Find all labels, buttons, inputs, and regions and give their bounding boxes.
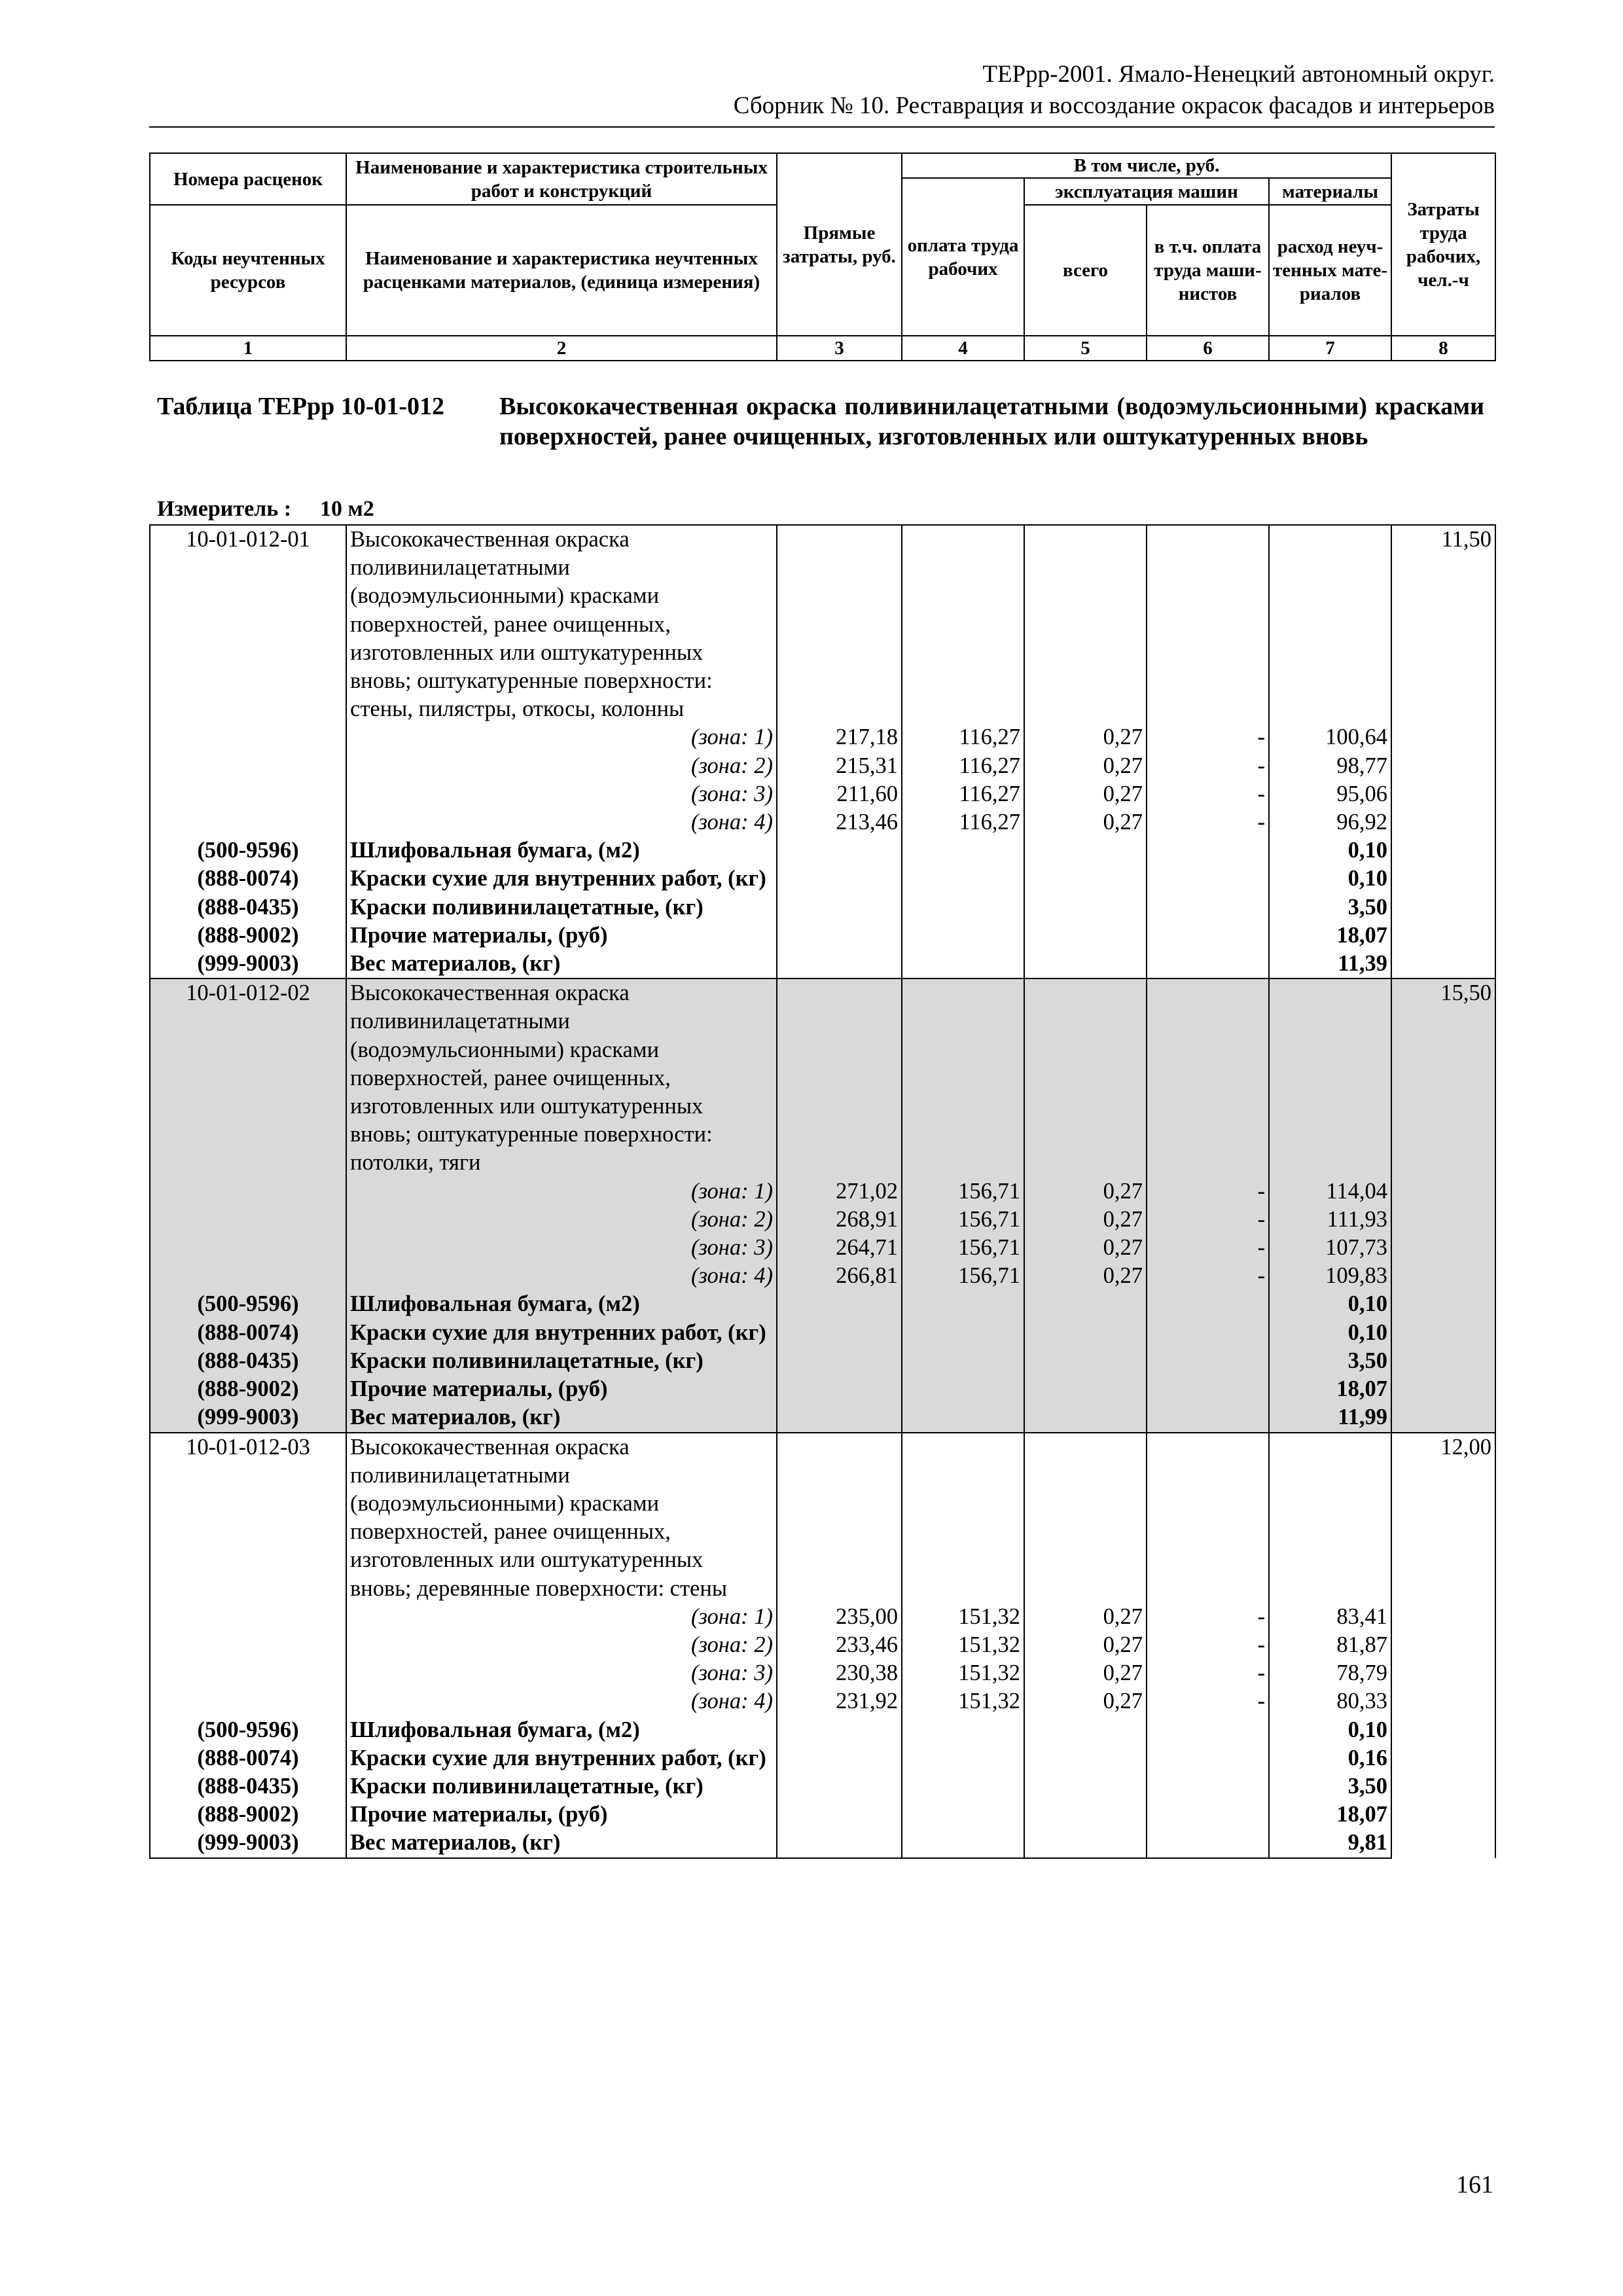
material-name: Краски поливинилацетатные, (кг) [346, 893, 777, 922]
empty-cell [1024, 865, 1147, 893]
empty-cell [777, 1319, 902, 1347]
material-consumption: 18,07 [1269, 922, 1391, 950]
rate-description [346, 1433, 777, 1603]
measure-value: 10 м2 [320, 497, 374, 521]
empty-cell [150, 752, 346, 780]
material-code: (999-9003) [150, 1403, 346, 1432]
zone-materials: 81,87 [1269, 1631, 1391, 1659]
empty-cell [150, 1234, 346, 1262]
zone-label: (зона: 4) [346, 808, 777, 836]
empty-cell [777, 525, 902, 723]
empty-cell [1147, 1290, 1269, 1318]
material-row [150, 1744, 1495, 1772]
material-consumption: 0,10 [1269, 1290, 1391, 1318]
material-consumption: 18,07 [1269, 1801, 1391, 1829]
rate-description-line: изготовленных или оштукатуренных [350, 639, 704, 665]
rate-row [150, 525, 1495, 723]
zone-machinist-pay: - [1147, 1262, 1269, 1290]
zone-machinist-pay: - [1147, 752, 1269, 780]
material-code: (888-9002) [150, 922, 346, 950]
zone-materials: 98,77 [1269, 752, 1391, 780]
empty-cell [1147, 1433, 1269, 1603]
zone-materials: 96,92 [1269, 808, 1391, 836]
empty-cell [777, 1716, 902, 1744]
rate-description-line: изготовленных или оштукатуренных [350, 1547, 704, 1573]
material-row [150, 1772, 1495, 1801]
empty-cell [1024, 1347, 1147, 1375]
rate-description-line: поливинилацетатными [350, 555, 570, 581]
header-col-number: 2 [346, 336, 777, 361]
zone-row [150, 1262, 1495, 1290]
empty-cell [902, 1290, 1024, 1318]
empty-cell [150, 1206, 346, 1234]
zone-label: (зона: 2) [346, 1631, 777, 1659]
zone-direct-costs: 264,71 [777, 1234, 902, 1262]
header-rule [149, 126, 1495, 128]
material-code: (888-0074) [150, 1744, 346, 1772]
empty-cell [777, 1801, 902, 1829]
zone-direct-costs: 231,92 [777, 1687, 902, 1715]
empty-cell [902, 1375, 1024, 1403]
empty-cell [1024, 922, 1147, 950]
material-row [150, 1375, 1495, 1403]
zone-materials: 100,64 [1269, 723, 1391, 751]
header-col-number: 7 [1269, 336, 1391, 361]
zone-worker-pay: 151,32 [902, 1603, 1024, 1631]
rate-description-line: поверхностей, ранее очищенных, [350, 1519, 671, 1545]
zone-machine-total: 0,27 [1024, 723, 1147, 751]
material-code: (888-9002) [150, 1801, 346, 1829]
empty-cell [777, 1744, 902, 1772]
rate-description-line: вновь; оштукатуренные поверхности: [350, 1122, 713, 1147]
material-row [150, 1716, 1495, 1744]
rate-labor-costs: 12,00 [1391, 1433, 1495, 1858]
zone-worker-pay: 116,27 [902, 808, 1024, 836]
empty-cell [902, 893, 1024, 922]
empty-cell [777, 922, 902, 950]
empty-cell [902, 1829, 1024, 1857]
empty-cell [150, 1687, 346, 1715]
zone-materials: 78,79 [1269, 1659, 1391, 1687]
material-name: Вес материалов, (кг) [346, 1403, 777, 1432]
empty-cell [1147, 1829, 1269, 1857]
column-header-table [149, 152, 1496, 361]
empty-cell [902, 1433, 1024, 1603]
zone-label: (зона: 1) [346, 723, 777, 751]
material-consumption: 0,10 [1269, 865, 1391, 893]
zone-machinist-pay: - [1147, 780, 1269, 808]
zone-direct-costs: 266,81 [777, 1262, 902, 1290]
zone-direct-costs: 230,38 [777, 1659, 902, 1687]
material-name: Вес материалов, (кг) [346, 950, 777, 978]
zone-machine-total: 0,27 [1024, 1631, 1147, 1659]
zone-machinist-pay: - [1147, 723, 1269, 751]
zone-direct-costs: 271,02 [777, 1177, 902, 1206]
material-name: Краски поливинилацетатные, (кг) [346, 1772, 777, 1801]
empty-cell [1147, 950, 1269, 978]
empty-cell [1024, 525, 1147, 723]
material-name: Краски сухие для внутренних работ, (кг) [346, 1319, 777, 1347]
zone-machine-total: 0,27 [1024, 752, 1147, 780]
zone-label: (зона: 2) [346, 752, 777, 780]
empty-cell [1024, 893, 1147, 922]
zone-worker-pay: 151,32 [902, 1687, 1024, 1715]
empty-cell [777, 1375, 902, 1403]
empty-cell [1147, 922, 1269, 950]
rate-description-line: Высококачественная окраска [350, 1434, 630, 1460]
table-title [157, 391, 1486, 490]
rate-description-line: поверхностей, ранее очищенных, [350, 1065, 671, 1090]
zone-direct-costs: 215,31 [777, 752, 902, 780]
zone-machine-total: 0,27 [1024, 1262, 1147, 1290]
zone-label: (зона: 2) [346, 1206, 777, 1234]
material-row [150, 1801, 1495, 1829]
zone-machinist-pay: - [1147, 808, 1269, 836]
empty-cell [150, 1603, 346, 1631]
zone-machinist-pay: - [1147, 1631, 1269, 1659]
material-consumption: 3,50 [1269, 1347, 1391, 1375]
empty-cell [1147, 1375, 1269, 1403]
header-col-number: 8 [1391, 336, 1495, 361]
empty-cell [1147, 1319, 1269, 1347]
zone-machine-total: 0,27 [1024, 1206, 1147, 1234]
zone-worker-pay: 116,27 [902, 780, 1024, 808]
zone-worker-pay: 116,27 [902, 752, 1024, 780]
header-rate-numbers: Номера расценок [150, 153, 346, 205]
empty-cell [1024, 950, 1147, 978]
zone-row [150, 1177, 1495, 1206]
zone-row [150, 1603, 1495, 1631]
empty-cell [777, 950, 902, 978]
zone-machinist-pay: - [1147, 1206, 1269, 1234]
zone-direct-costs: 211,60 [777, 780, 902, 808]
zone-row [150, 808, 1495, 836]
zone-machine-total: 0,27 [1024, 808, 1147, 836]
empty-cell [1024, 1375, 1147, 1403]
empty-cell [1024, 1801, 1147, 1829]
header-direct-costs: Прямые затраты, руб. [777, 153, 902, 336]
zone-label: (зона: 3) [346, 1659, 777, 1687]
material-name: Краски сухие для внутренних работ, (кг) [346, 1744, 777, 1772]
header-col-number: 3 [777, 336, 902, 361]
empty-cell [150, 723, 346, 751]
empty-cell [777, 1772, 902, 1801]
zone-materials: 114,04 [1269, 1177, 1391, 1206]
empty-cell [902, 978, 1024, 1177]
zone-machine-total: 0,27 [1024, 1234, 1147, 1262]
empty-cell [902, 1744, 1024, 1772]
table-title-text: Высококачественная окраска поливинилацетатными (водоэмульсионными) красками поверхностей, ранее очищенных, изготовленных или оштукатуренных вновь [499, 393, 1484, 450]
zone-direct-costs: 213,46 [777, 808, 902, 836]
empty-cell [777, 836, 902, 865]
zone-row [150, 780, 1495, 808]
page-number: 161 [1456, 2171, 1493, 2198]
material-name: Шлифовальная бумага, (м2) [346, 1716, 777, 1744]
zone-machine-total: 0,27 [1024, 1177, 1147, 1206]
header-total: всего [1024, 205, 1147, 336]
empty-cell [902, 836, 1024, 865]
rate-description-line: Высококачественная окраска [350, 527, 630, 552]
rate-description-line: вновь; оштукатуренные поверхности: [350, 668, 713, 694]
zone-label: (зона: 3) [346, 780, 777, 808]
measure-unit [157, 496, 374, 522]
rate-code: 10-01-012-01 [150, 525, 346, 723]
material-code: (500-9596) [150, 836, 346, 865]
header-materials: материалы [1269, 178, 1391, 205]
empty-cell [1147, 1801, 1269, 1829]
empty-cell [1024, 1319, 1147, 1347]
empty-cell [777, 1403, 902, 1432]
zone-worker-pay: 151,32 [902, 1659, 1024, 1687]
material-name: Прочие материалы, (руб) [346, 1801, 777, 1829]
material-row [150, 1290, 1495, 1318]
empty-cell [1147, 1744, 1269, 1772]
empty-cell [1269, 1433, 1391, 1603]
zone-label: (зона: 1) [346, 1177, 777, 1206]
zone-machine-total: 0,27 [1024, 1659, 1147, 1687]
empty-cell [902, 525, 1024, 723]
zone-machinist-pay: - [1147, 1177, 1269, 1206]
empty-cell [1147, 525, 1269, 723]
material-row [150, 922, 1495, 950]
zone-row [150, 1659, 1495, 1687]
rate-description-line: (водоэмульсионными) красками [350, 1490, 660, 1516]
zone-worker-pay: 156,71 [902, 1177, 1024, 1206]
zone-materials: 111,93 [1269, 1206, 1391, 1234]
material-name: Шлифовальная бумага, (м2) [346, 836, 777, 865]
rate-description [346, 525, 777, 723]
empty-cell [1024, 1744, 1147, 1772]
zone-row [150, 723, 1495, 751]
material-consumption: 3,50 [1269, 1772, 1391, 1801]
material-code: (999-9003) [150, 950, 346, 978]
rate-description-line: поливинилацетатными [350, 1009, 570, 1034]
material-row [150, 1347, 1495, 1375]
zone-machinist-pay: - [1147, 1603, 1269, 1631]
empty-cell [1269, 978, 1391, 1177]
material-consumption: 3,50 [1269, 893, 1391, 922]
empty-cell [150, 780, 346, 808]
rate-labor-costs: 15,50 [1391, 978, 1495, 1432]
empty-cell [902, 1772, 1024, 1801]
material-code: (888-0074) [150, 865, 346, 893]
header-including: В том числе, руб. [902, 153, 1391, 178]
empty-cell [777, 1290, 902, 1318]
zone-label: (зона: 4) [346, 1687, 777, 1715]
material-code: (888-0435) [150, 1347, 346, 1375]
material-code: (888-0435) [150, 893, 346, 922]
empty-cell [1024, 1403, 1147, 1432]
rate-description-line: (водоэмульсионными) красками [350, 1037, 660, 1062]
empty-cell [1147, 1772, 1269, 1801]
header-line-2: Сборник № 10. Реставрация и воссоздание окрасок фасадов и интерьеров [733, 92, 1495, 119]
zone-machine-total: 0,27 [1024, 780, 1147, 808]
material-code: (999-9003) [150, 1829, 346, 1857]
empty-cell [1147, 865, 1269, 893]
empty-cell [902, 865, 1024, 893]
empty-cell [1024, 1290, 1147, 1318]
material-name: Прочие материалы, (руб) [346, 922, 777, 950]
empty-cell [902, 922, 1024, 950]
material-code: (888-0074) [150, 1319, 346, 1347]
zone-direct-costs: 217,18 [777, 723, 902, 751]
material-code: (888-9002) [150, 1375, 346, 1403]
zone-machinist-pay: - [1147, 1234, 1269, 1262]
empty-cell [1024, 1433, 1147, 1603]
zone-materials: 80,33 [1269, 1687, 1391, 1715]
material-name: Шлифовальная бумага, (м2) [346, 1290, 777, 1318]
zone-worker-pay: 156,71 [902, 1262, 1024, 1290]
zone-machine-total: 0,27 [1024, 1603, 1147, 1631]
zone-worker-pay: 151,32 [902, 1631, 1024, 1659]
empty-cell [1147, 978, 1269, 1177]
zone-direct-costs: 268,91 [777, 1206, 902, 1234]
rate-row [150, 1433, 1495, 1603]
zone-label: (зона: 4) [346, 1262, 777, 1290]
header-col-number: 1 [150, 336, 346, 361]
rate-description-line: поливинилацетатными [350, 1462, 570, 1488]
empty-cell [150, 1177, 346, 1206]
empty-cell [1147, 1347, 1269, 1375]
zone-materials: 95,06 [1269, 780, 1391, 808]
empty-cell [1024, 978, 1147, 1177]
zone-machinist-pay: - [1147, 1659, 1269, 1687]
measure-label: Измеритель : [157, 497, 292, 521]
material-consumption: 18,07 [1269, 1375, 1391, 1403]
empty-cell [902, 1319, 1024, 1347]
empty-cell [1024, 836, 1147, 865]
zone-row [150, 1687, 1495, 1715]
zone-row [150, 1206, 1495, 1234]
header-worker-pay: оплата труда рабочих [902, 178, 1024, 336]
zone-direct-costs: 233,46 [777, 1631, 902, 1659]
rate-code: 10-01-012-03 [150, 1433, 346, 1603]
header-material-name: Наименование и характеристика неучтенных расценками материалов, (единица измерения) [346, 205, 777, 336]
empty-cell [777, 1347, 902, 1375]
material-code: (500-9596) [150, 1716, 346, 1744]
header-col-number: 6 [1147, 336, 1269, 361]
page-header [149, 59, 1495, 122]
zone-materials: 109,83 [1269, 1262, 1391, 1290]
empty-cell [150, 1659, 346, 1687]
zone-materials: 107,73 [1269, 1234, 1391, 1262]
material-row [150, 1829, 1495, 1857]
rate-description-line: потолки, тяги [350, 1150, 481, 1175]
zone-direct-costs: 235,00 [777, 1603, 902, 1631]
header-unaccounted-materials: расход неуч-тенных мате-риалов [1269, 205, 1391, 336]
header-line-1: ТЕРрр-2001. Ямало-Ненецкий автономный округ. [982, 61, 1495, 88]
header-machine-operation: эксплуатация машин [1024, 178, 1269, 205]
empty-cell [1269, 525, 1391, 723]
header-work-name: Наименование и характеристика строительных работ и конструкций [346, 153, 777, 205]
zone-label: (зона: 1) [346, 1603, 777, 1631]
zone-row [150, 1234, 1495, 1262]
empty-cell [1147, 893, 1269, 922]
empty-cell [150, 1631, 346, 1659]
material-consumption: 0,16 [1269, 1744, 1391, 1772]
zone-row [150, 1631, 1495, 1659]
material-name: Краски поливинилацетатные, (кг) [346, 1347, 777, 1375]
empty-cell [777, 1433, 902, 1603]
rate-description [346, 978, 777, 1177]
zone-materials: 83,41 [1269, 1603, 1391, 1631]
zone-machinist-pay: - [1147, 1687, 1269, 1715]
material-row [150, 865, 1495, 893]
material-consumption: 11,39 [1269, 950, 1391, 978]
material-row [150, 1403, 1495, 1432]
material-row [150, 836, 1495, 865]
empty-cell [1024, 1716, 1147, 1744]
material-consumption: 0,10 [1269, 1319, 1391, 1347]
zone-label: (зона: 3) [346, 1234, 777, 1262]
empty-cell [777, 978, 902, 1177]
header-col-number: 5 [1024, 336, 1147, 361]
rate-code: 10-01-012-02 [150, 978, 346, 1177]
empty-cell [902, 1347, 1024, 1375]
table-title-label: Таблица ТЕРрр 10-01-012 [157, 393, 445, 420]
rate-description-line: изготовленных или оштукатуренных [350, 1094, 704, 1119]
header-resource-codes: Коды неучтенных ресурсов [150, 205, 346, 336]
zone-worker-pay: 116,27 [902, 723, 1024, 751]
empty-cell [902, 1403, 1024, 1432]
zone-worker-pay: 156,71 [902, 1206, 1024, 1234]
material-code: (888-0435) [150, 1772, 346, 1801]
empty-cell [150, 808, 346, 836]
rate-description-line: Высококачественная окраска [350, 980, 630, 1006]
empty-cell [1147, 836, 1269, 865]
material-name: Вес материалов, (кг) [346, 1829, 777, 1857]
material-row [150, 950, 1495, 978]
rate-row [150, 978, 1495, 1177]
empty-cell [1147, 1716, 1269, 1744]
empty-cell [902, 1716, 1024, 1744]
empty-cell [777, 893, 902, 922]
empty-cell [150, 1262, 346, 1290]
empty-cell [902, 1801, 1024, 1829]
rate-description-line: (водоэмульсионными) красками [350, 583, 660, 609]
material-consumption: 0,10 [1269, 1716, 1391, 1744]
empty-cell [902, 950, 1024, 978]
rate-description-line: вновь; деревянные поверхности: стены [350, 1575, 728, 1601]
material-row [150, 893, 1495, 922]
zone-row [150, 752, 1495, 780]
header-col-number: 4 [902, 336, 1024, 361]
material-consumption: 0,10 [1269, 836, 1391, 865]
zone-worker-pay: 156,71 [902, 1234, 1024, 1262]
material-name: Краски сухие для внутренних работ, (кг) [346, 865, 777, 893]
material-code: (500-9596) [150, 1290, 346, 1318]
rates-table [149, 524, 1496, 1859]
material-row [150, 1319, 1495, 1347]
empty-cell [1147, 1403, 1269, 1432]
header-machinist-pay: в т.ч. оплата труда маши-нистов [1147, 205, 1269, 336]
empty-cell [777, 865, 902, 893]
rate-description-line: стены, пилястры, откосы, колонны [350, 696, 685, 722]
zone-machine-total: 0,27 [1024, 1687, 1147, 1715]
empty-cell [1024, 1772, 1147, 1801]
material-consumption: 9,81 [1269, 1829, 1391, 1857]
empty-cell [1024, 1829, 1147, 1857]
material-name: Прочие материалы, (руб) [346, 1375, 777, 1403]
rate-description-line: поверхностей, ранее очищенных, [350, 611, 671, 637]
rate-labor-costs: 11,50 [1391, 525, 1495, 978]
material-consumption: 11,99 [1269, 1403, 1391, 1432]
header-labor-costs: Затраты труда рабочих, чел.-ч [1391, 153, 1495, 336]
empty-cell [777, 1829, 902, 1857]
